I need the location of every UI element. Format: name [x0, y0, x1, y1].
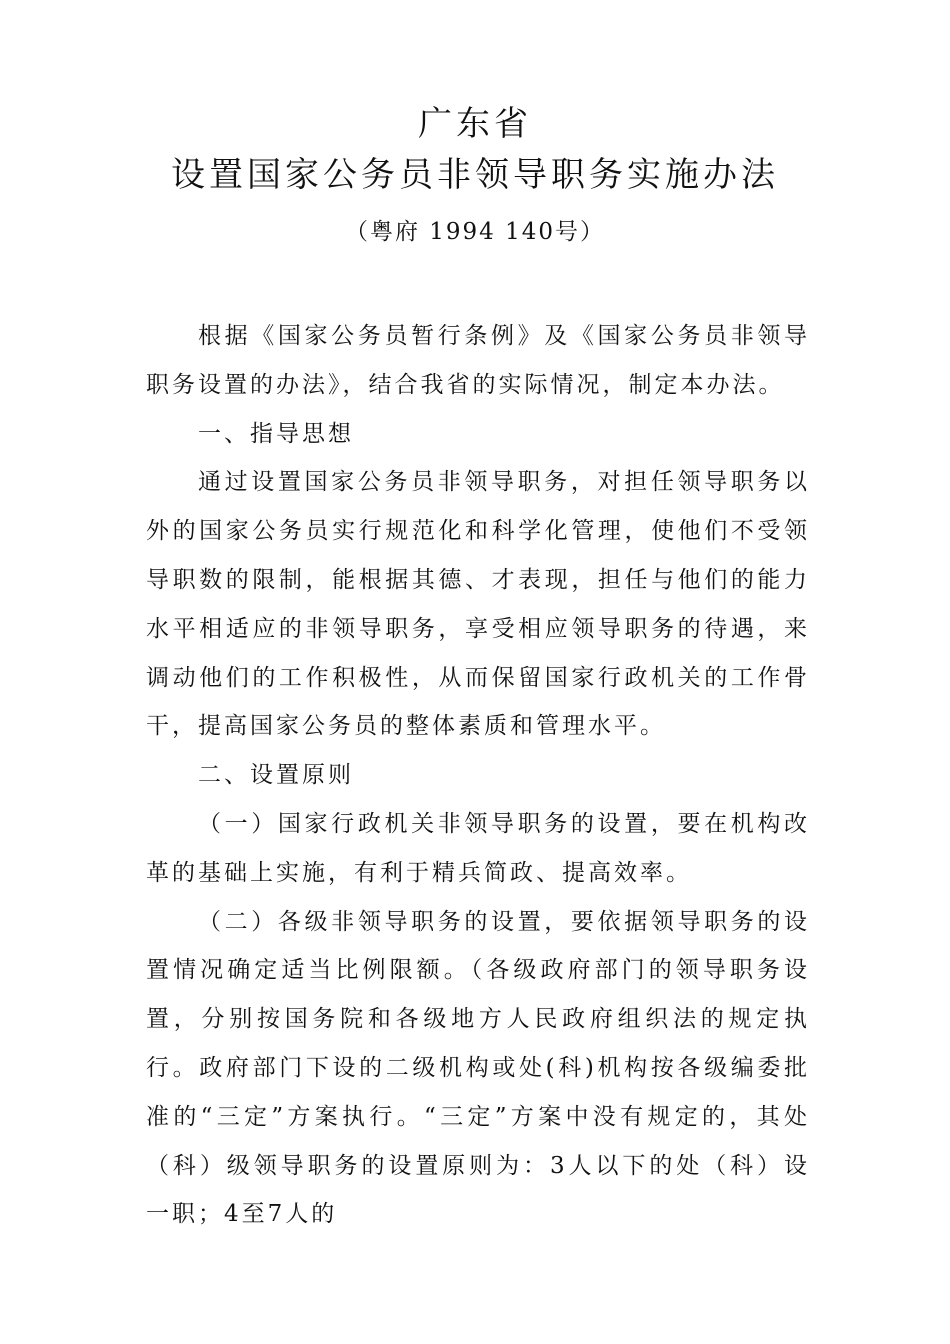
section-heading-guiding-thought: 一、指导思想	[198, 420, 354, 447]
principle-2-paragraph: （二）各级非领导职务的设置，要依据领导职务的设置情况确定适当比例限额。（各级政府部门的领导职务设置，分别按国务院和各级地方人民政府组织法的规定执行。政府部门下设的二级机构或处(科)机构按各级编委批准的“三定”方案执行。“三定”方案中没有规定的，其处（科）级领导职务的设置原则为：3人以下的处（科）设一职；4至7人的	[146, 908, 810, 1228]
intro-paragraph: 根据《国家公务员暂行条例》及《国家公务员非领导职务设置的办法》，结合我省的实际情况，制定本办法。	[146, 323, 810, 398]
document-title: 设置国家公务员非领导职务实施办法	[171, 155, 779, 195]
section-heading-principles: 二、设置原则	[198, 762, 354, 789]
document-title-province: 广东省	[418, 104, 532, 144]
document-body	[146, 312, 810, 1239]
principle-1-paragraph: （一）国家行政机关非领导职务的设置，要在机构改革的基础上实施，有利于精兵简政、提高效率。	[146, 810, 810, 886]
document-number: （粤府 1994 140号）	[344, 219, 606, 245]
guiding-thought-paragraph: 通过设置国家公务员非领导职务，对担任领导职务以外的国家公务员实行规范化和科学化管理，使他们不受领导职数的限制，能根据其德、才表现，担任与他们的能力水平相适应的非领导职务，享受相应领导职务的待遇，来调动他们的工作积极性，从而保留国家行政机关的工作骨干，提高国家公务员的整体素质和管理水平。	[146, 469, 810, 740]
